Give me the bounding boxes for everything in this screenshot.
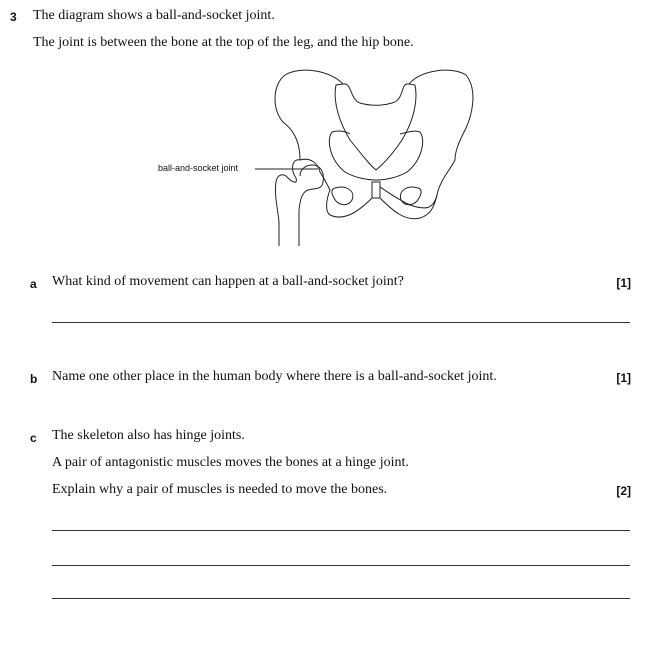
part-c-marks: [2] xyxy=(616,484,631,498)
question-number: 3 xyxy=(10,10,17,24)
answer-line-a[interactable] xyxy=(52,322,630,323)
diagram-label: ball-and-socket joint xyxy=(158,163,239,173)
part-b-text: Name one other place in the human body where there is a ball-and-socket joint. xyxy=(52,369,497,384)
intro-line-2: The joint is between the bone at the top of the leg, and the hip bone. xyxy=(33,35,414,50)
answer-line-c-3[interactable] xyxy=(52,598,630,599)
pelvic-inlet xyxy=(335,84,416,170)
part-c-line-1: The skeleton also has hinge joints. xyxy=(52,428,245,443)
left-ilium xyxy=(275,70,343,160)
answer-line-c-2[interactable] xyxy=(52,565,630,566)
pubic-symphysis xyxy=(372,182,380,198)
part-a-marks: [1] xyxy=(616,276,631,290)
part-c-line-2: A pair of antagonistic muscles moves the bones at a hinge joint. xyxy=(52,455,409,470)
part-b-letter: b xyxy=(30,372,38,386)
part-b-marks: [1] xyxy=(616,371,631,385)
part-c-letter: c xyxy=(30,431,37,445)
intro-line-1: The diagram shows a ball-and-socket joint. xyxy=(33,8,275,23)
part-c-line-3: Explain why a pair of muscles is needed to move the bones. xyxy=(52,482,388,497)
part-a-text: What kind of movement can happen at a ball-and-socket joint? xyxy=(52,274,404,289)
part-a-letter: a xyxy=(30,277,37,291)
right-ilium xyxy=(380,70,473,208)
answer-line-c-1[interactable] xyxy=(52,530,630,531)
femur xyxy=(275,160,300,246)
left-obturator xyxy=(332,187,353,205)
